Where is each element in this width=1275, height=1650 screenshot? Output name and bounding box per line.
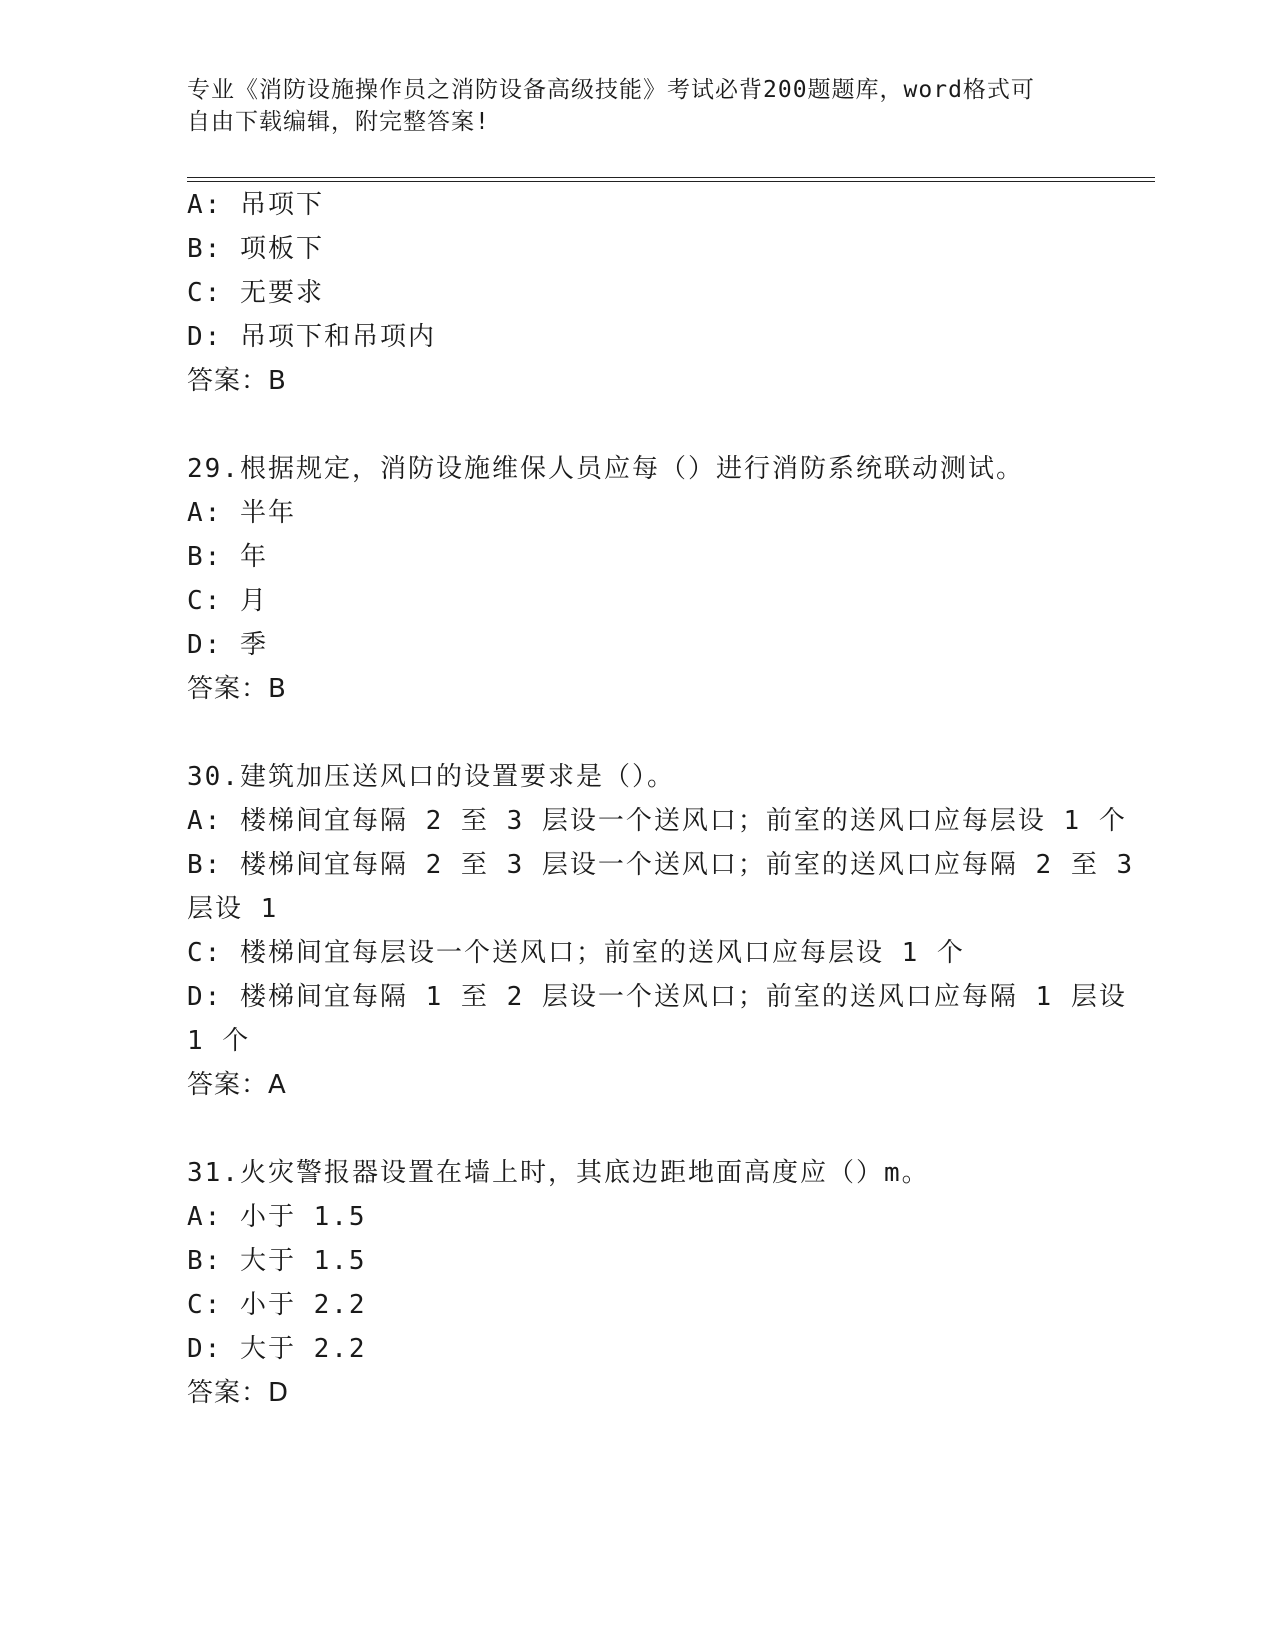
- q30-answer: 答案：A: [187, 1070, 287, 1100]
- q30-option-d-line-2: 1 个: [187, 1026, 251, 1056]
- q28-option-a: A: 吊项下: [187, 190, 324, 220]
- q29-option-c: C: 月: [187, 586, 268, 616]
- q30-stem: 30.建筑加压送风口的设置要求是（）。: [187, 762, 675, 792]
- q29-answer: 答案：B: [187, 674, 287, 704]
- document-header: [187, 74, 1067, 138]
- header-divider-bottom: [187, 181, 1155, 182]
- q31-option-d: D: 大于 2.2: [187, 1334, 367, 1364]
- header-line-2: 自由下载编辑，附完整答案!: [187, 109, 490, 135]
- q30-option-b-line-1: B: 楼梯间宜每隔 2 至 3 层设一个送风口；前室的送风口应每隔 2 至 3: [187, 850, 1135, 880]
- q31-stem: 31.火灾警报器设置在墙上时，其底边距地面高度应（）m。: [187, 1158, 930, 1188]
- q30-option-a: A: 楼梯间宜每隔 2 至 3 层设一个送风口；前室的送风口应每层设 1 个: [187, 806, 1127, 836]
- q29-option-a: A: 半年: [187, 498, 296, 528]
- q29-stem: 29.根据规定，消防设施维保人员应每（）进行消防系统联动测试。: [187, 454, 1024, 484]
- q30-option-c: C: 楼梯间宜每层设一个送风口；前室的送风口应每层设 1 个: [187, 938, 965, 968]
- q29-option-b: B: 年: [187, 542, 268, 572]
- q30-option-d-line-1: D: 楼梯间宜每隔 1 至 2 层设一个送风口；前室的送风口应每隔 1 层设: [187, 982, 1127, 1012]
- q31-option-c: C: 小于 2.2: [187, 1290, 367, 1320]
- q31-option-a: A: 小于 1.5: [187, 1202, 367, 1232]
- q31-answer: 答案：D: [187, 1378, 290, 1408]
- header-divider-top: [187, 177, 1155, 178]
- q28-option-d: D: 吊项下和吊项内: [187, 322, 436, 352]
- q31-option-b: B: 大于 1.5: [187, 1246, 367, 1276]
- q28-option-c: C: 无要求: [187, 278, 324, 308]
- q29-option-d: D: 季: [187, 630, 268, 660]
- q30-option-b-line-2: 层设 1: [187, 894, 279, 924]
- q28-answer: 答案：B: [187, 366, 287, 396]
- q28-option-b: B: 项板下: [187, 234, 324, 264]
- header-line-1: 专业《消防设施操作员之消防设备高级技能》考试必背200题题库，word格式可: [187, 77, 1035, 103]
